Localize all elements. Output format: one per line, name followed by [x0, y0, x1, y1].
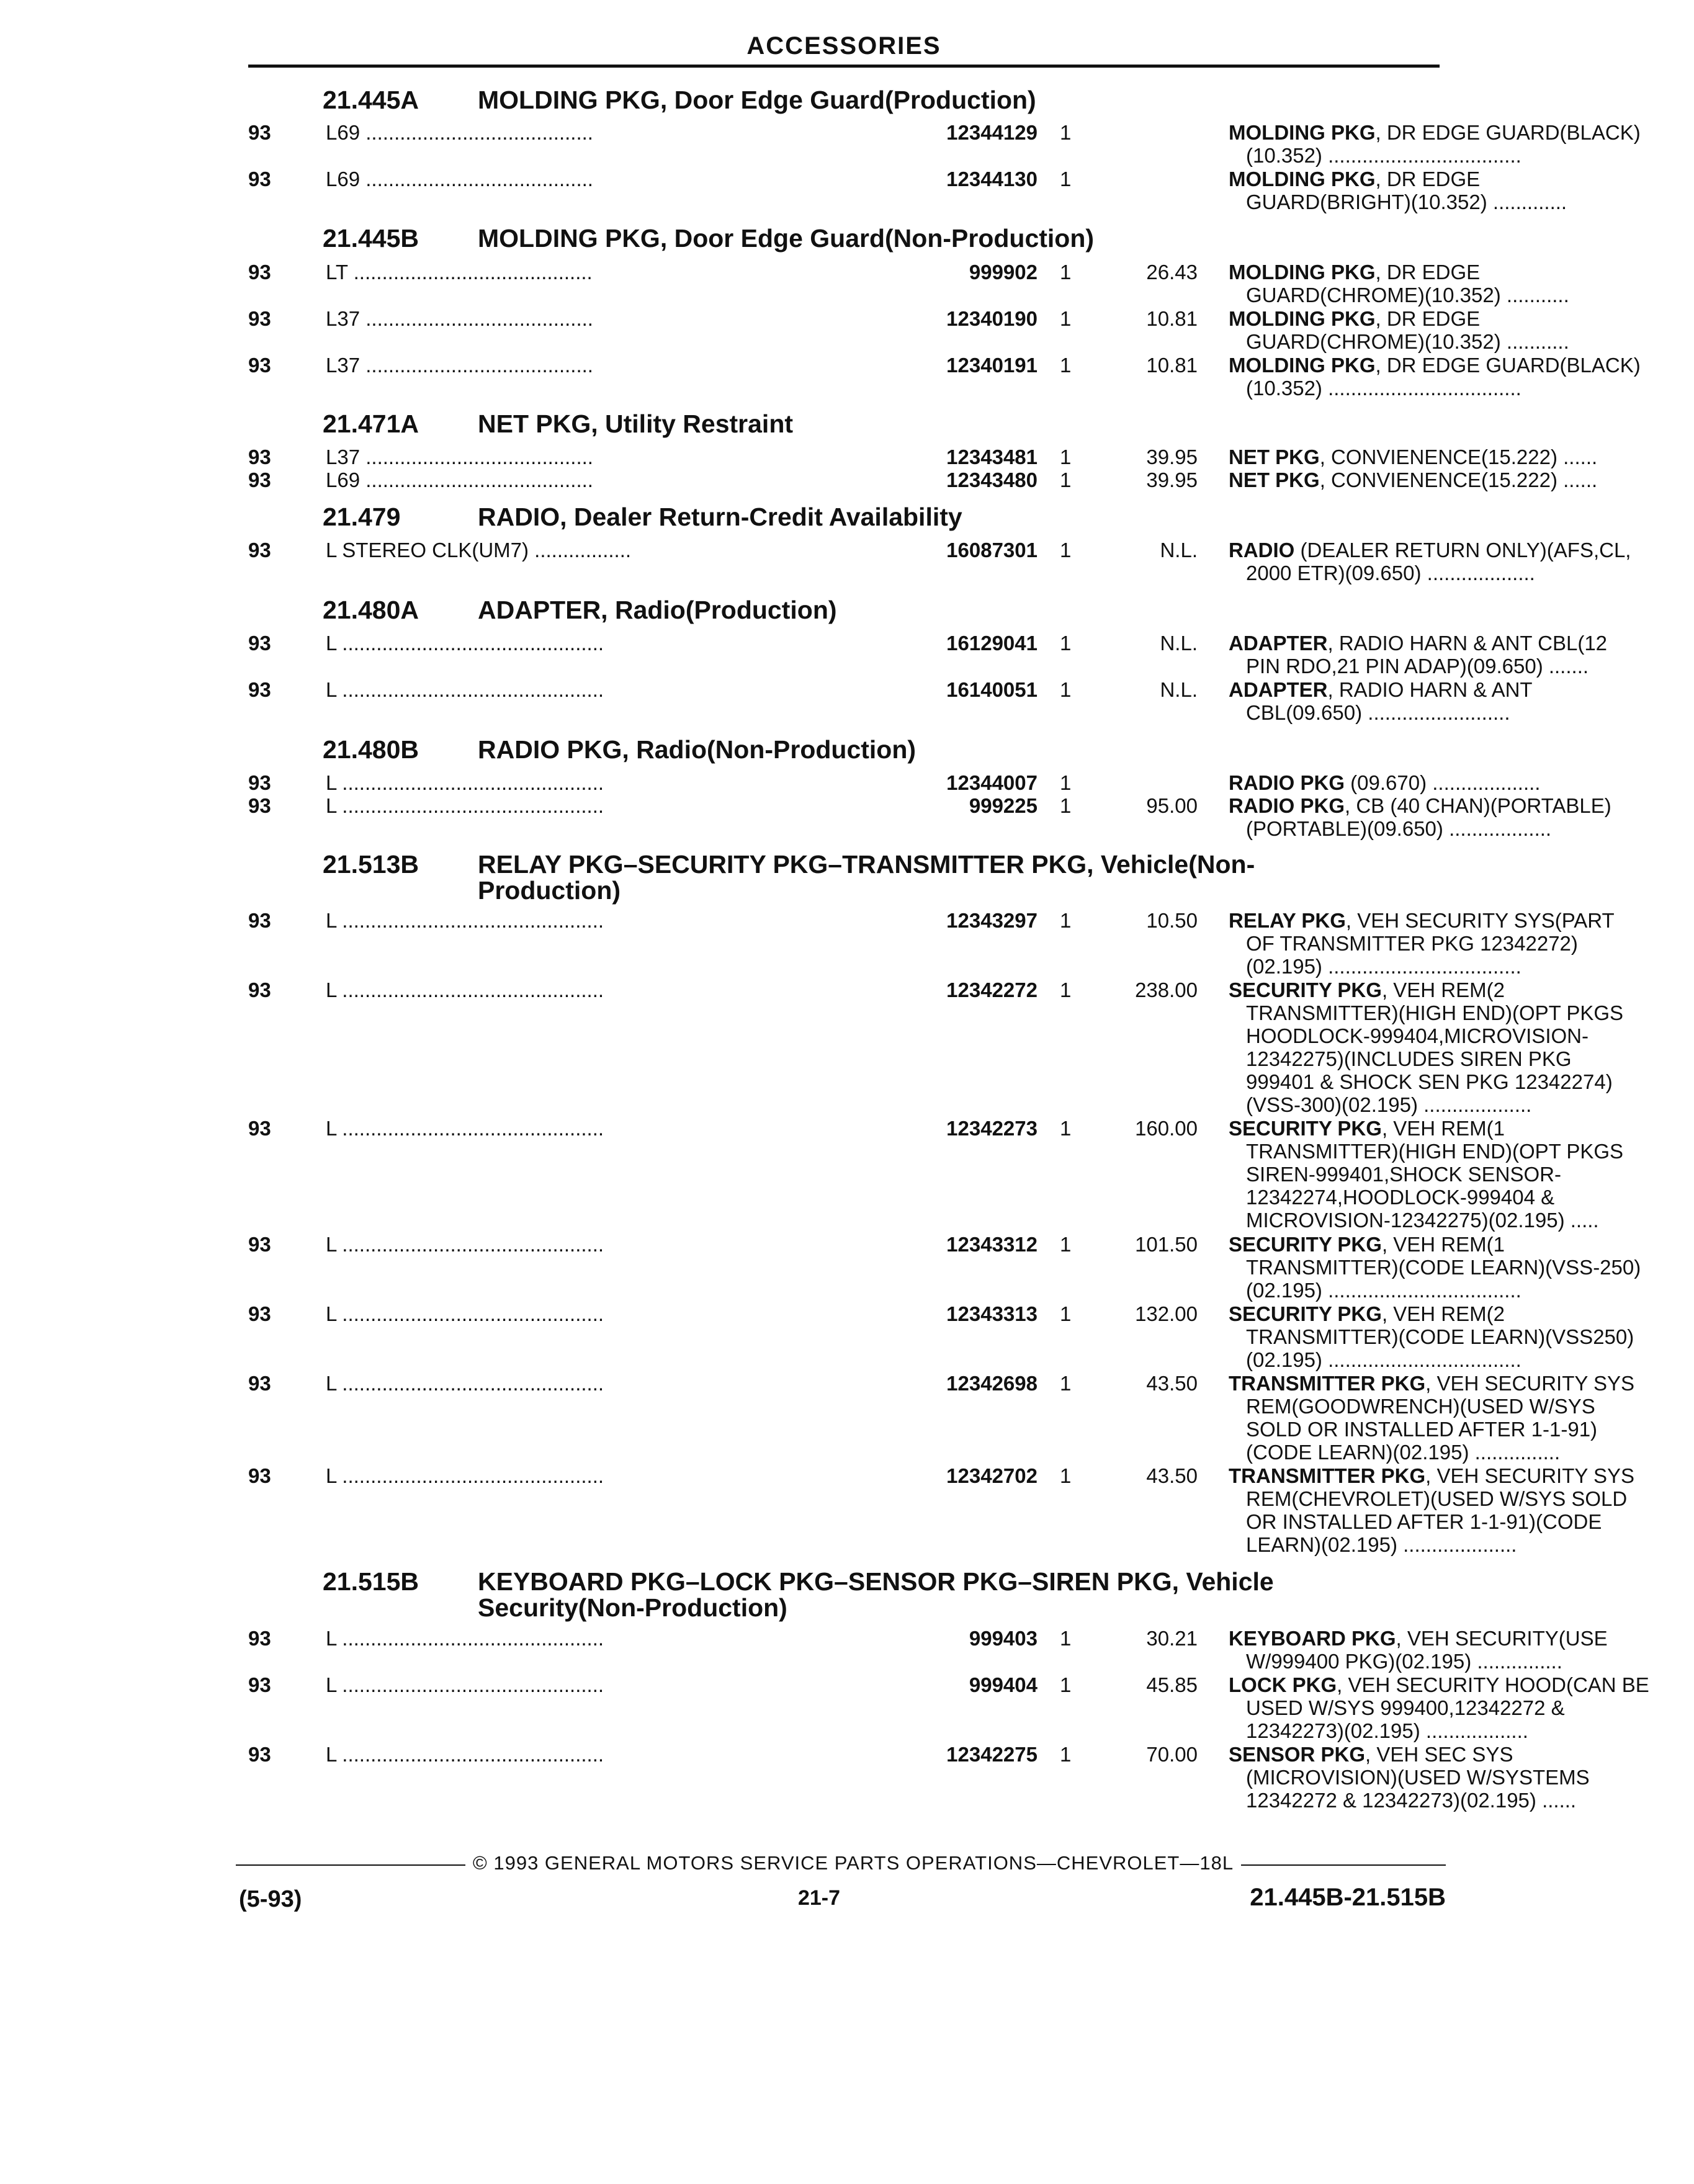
description-line: OF TRANSMITTER PKG 12342272)	[1246, 932, 1578, 955]
footer-rule-right	[1241, 1864, 1446, 1866]
model-code: L STEREO CLK(UM7) .................	[326, 539, 632, 562]
description-line: 12342273)(02.195) ..................	[1246, 1719, 1528, 1742]
description-line: SIREN-999401,SHOCK SENSOR-	[1246, 1163, 1562, 1186]
group-number: 93	[248, 445, 271, 468]
part-description	[1229, 261, 1694, 307]
group-number: 93	[248, 261, 271, 284]
footer-rule-left	[236, 1864, 465, 1866]
section-title: RELAY PKG–SECURITY PKG–TRANSMITTER PKG, Vehicle(Non- Production)	[478, 850, 1255, 905]
model-code: L ..............................................	[326, 632, 604, 655]
description-text: , VEH SECURITY SYS(PART	[1345, 909, 1615, 932]
part-description	[1229, 1233, 1694, 1302]
part-number: 12343312	[794, 1233, 1037, 1256]
description-text: , DR EDGE GUARD(BLACK)	[1375, 354, 1641, 377]
price: N.L.	[1160, 678, 1198, 701]
model-code: L ..............................................	[326, 1627, 604, 1650]
description-line: HOODLOCK-999404,MICROVISION-	[1246, 1024, 1589, 1047]
description-line: (10.352) ..................................	[1246, 144, 1521, 167]
model-code: L69 ........................................	[326, 121, 593, 144]
description-line: (PORTABLE)(09.650) ..................	[1246, 817, 1552, 840]
section-number: 21.515B	[323, 1567, 419, 1596]
model-code: L37 ........................................	[326, 354, 593, 377]
part-number: 16087301	[794, 539, 1037, 562]
part-description	[1229, 307, 1694, 353]
part-number: 12342698	[794, 1372, 1037, 1395]
description-text: , RADIO HARN & ANT	[1327, 678, 1533, 701]
description-line	[1229, 121, 1694, 144]
page-number: 21-7	[797, 1886, 841, 1910]
model-code: L ..............................................	[326, 909, 604, 932]
description-text: , DR EDGE GUARD(BLACK)	[1375, 121, 1641, 144]
part-description	[1229, 539, 1694, 584]
section-number: 21.445A	[323, 86, 419, 114]
description-line: TRANSMITTER)(CODE LEARN)(VSS-250)	[1246, 1256, 1641, 1279]
quantity: 1	[1060, 1117, 1072, 1140]
model-code: L ..............................................	[326, 794, 604, 817]
header-rule	[248, 65, 1440, 68]
part-number: 12343480	[794, 468, 1037, 491]
description-text: (DEALER RETURN ONLY)(AFS,CL,	[1294, 539, 1631, 562]
quantity: 1	[1060, 678, 1072, 701]
section-title: MOLDING PKG, Door Edge Guard(Non-Production)	[478, 224, 1095, 253]
section-number: 21.471A	[323, 410, 419, 438]
description-line: GUARD(CHROME)(10.352) ...........	[1246, 284, 1569, 307]
description-line: 999401 & SHOCK SEN PKG 12342274)	[1246, 1070, 1613, 1093]
description-line: PIN RDO,21 PIN ADAP)(09.650) .......	[1246, 655, 1589, 678]
quantity: 1	[1060, 1627, 1072, 1650]
description-line: (10.352) ..................................	[1246, 377, 1521, 400]
part-name: SECURITY PKG	[1229, 1233, 1382, 1256]
price: 95.00	[1146, 794, 1198, 817]
description-line	[1229, 978, 1694, 1001]
price: 10.50	[1146, 909, 1198, 932]
part-description	[1229, 794, 1694, 840]
description-text: , DR EDGE	[1375, 261, 1481, 284]
group-number: 93	[248, 1372, 271, 1395]
section-number: 21.480B	[323, 735, 419, 764]
part-description	[1229, 1743, 1694, 1812]
model-code: LT ..........................................	[326, 261, 593, 284]
description-text: , VEH REM(2	[1381, 978, 1505, 1001]
quantity: 1	[1060, 909, 1072, 932]
group-number: 93	[248, 1117, 271, 1140]
part-name: KEYBOARD PKG	[1229, 1627, 1396, 1650]
description-line: 12342272 & 12342273)(02.195) ......	[1246, 1789, 1577, 1812]
price: 70.00	[1146, 1743, 1198, 1766]
part-name: MOLDING PKG	[1229, 121, 1376, 144]
group-number: 93	[248, 678, 271, 701]
description-line	[1229, 1464, 1694, 1487]
model-code: L ..............................................	[326, 1464, 604, 1487]
footer-date: (5-93)	[239, 1886, 302, 1912]
description-text: , RADIO HARN & ANT CBL(12	[1327, 632, 1608, 655]
section-title: KEYBOARD PKG–LOCK PKG–SENSOR PKG–SIREN PKG, Vehicle Security(Non-Production)	[478, 1567, 1274, 1622]
quantity: 1	[1060, 794, 1072, 817]
quantity: 1	[1060, 1743, 1072, 1766]
part-name: SENSOR PKG	[1229, 1743, 1366, 1766]
description-line: 2000 ETR)(09.650) ...................	[1246, 562, 1535, 584]
description-text: , CB (40 CHAN)(PORTABLE)	[1345, 794, 1611, 817]
section-title: RADIO PKG, Radio(Non-Production)	[478, 735, 916, 764]
description-line	[1229, 909, 1694, 932]
part-number: 12344129	[794, 121, 1037, 144]
quantity: 1	[1060, 1372, 1072, 1395]
quantity: 1	[1060, 771, 1072, 794]
description-text: , VEH REM(2	[1381, 1302, 1505, 1325]
part-name: RADIO PKG	[1229, 771, 1345, 794]
description-text: , VEH SECURITY SYS	[1425, 1372, 1634, 1395]
part-number: 12344007	[794, 771, 1037, 794]
description-line: REM(GOODWRENCH)(USED W/SYS	[1246, 1395, 1595, 1418]
description-text: , VEH SECURITY HOOD(CAN BE	[1337, 1673, 1649, 1696]
description-line: W/999400 PKG)(02.195) ...............	[1246, 1650, 1562, 1673]
price: 43.50	[1146, 1464, 1198, 1487]
part-name: LOCK PKG	[1229, 1673, 1337, 1696]
part-name: SECURITY PKG	[1229, 1117, 1382, 1140]
description-line: LEARN)(02.195) ....................	[1246, 1533, 1517, 1556]
group-number: 93	[248, 1464, 271, 1487]
section-number: 21.445B	[323, 224, 419, 253]
part-description	[1229, 121, 1694, 167]
model-code: L ..............................................	[326, 1233, 604, 1256]
group-number: 93	[248, 1302, 271, 1325]
model-code: L37 ........................................	[326, 445, 593, 468]
description-line	[1229, 1673, 1694, 1696]
group-number: 93	[248, 1673, 271, 1696]
part-name: SECURITY PKG	[1229, 1302, 1382, 1325]
quantity: 1	[1060, 445, 1072, 468]
quantity: 1	[1060, 539, 1072, 562]
part-description	[1229, 1117, 1694, 1232]
quantity: 1	[1060, 1233, 1072, 1256]
part-number: 12342272	[794, 978, 1037, 1001]
description-text: , VEH REM(1	[1381, 1233, 1505, 1256]
description-line	[1229, 168, 1694, 190]
description-line	[1229, 445, 1694, 468]
section-number: 21.479	[323, 503, 401, 531]
part-description	[1229, 978, 1694, 1116]
description-line	[1229, 1233, 1694, 1256]
description-line: CBL(09.650) .........................	[1246, 701, 1510, 724]
description-text: (09.670) ...................	[1345, 771, 1541, 794]
description-line: (CODE LEARN)(02.195) ...............	[1246, 1441, 1561, 1464]
model-code: L37 ........................................	[326, 307, 593, 330]
quantity: 1	[1060, 632, 1072, 655]
description-line: SOLD OR INSTALLED AFTER 1-1-91)	[1246, 1418, 1598, 1441]
description-line: (MICROVISION)(USED W/SYSTEMS	[1246, 1766, 1590, 1789]
model-code: L ..............................................	[326, 771, 604, 794]
quantity: 1	[1060, 261, 1072, 284]
description-line: USED W/SYS 999400,12342272 &	[1246, 1696, 1565, 1719]
part-number: 16129041	[794, 632, 1037, 655]
group-number: 93	[248, 794, 271, 817]
group-number: 93	[248, 354, 271, 377]
part-name: MOLDING PKG	[1229, 261, 1376, 284]
part-name: MOLDING PKG	[1229, 354, 1376, 377]
section-title: RADIO, Dealer Return-Credit Availability	[478, 503, 962, 531]
part-description	[1229, 1372, 1694, 1464]
group-number: 93	[248, 307, 271, 330]
description-line	[1229, 1117, 1694, 1140]
footer-copyright: © 1993 GENERAL MOTORS SERVICE PARTS OPERATIONS—CHEVROLET—18L	[472, 1852, 1234, 1874]
group-number: 93	[248, 539, 271, 562]
model-code: L69 ........................................	[326, 168, 593, 190]
description-line: (VSS-300)(02.195) ...................	[1246, 1093, 1532, 1116]
price: 39.95	[1146, 468, 1198, 491]
description-line: GUARD(BRIGHT)(10.352) .............	[1246, 190, 1567, 213]
part-number: 12344130	[794, 168, 1037, 190]
part-name: ADAPTER	[1229, 632, 1328, 655]
part-description	[1229, 1673, 1694, 1742]
price: 160.00	[1135, 1117, 1198, 1140]
model-code: L ..............................................	[326, 1372, 604, 1395]
part-name: NET PKG	[1229, 468, 1320, 491]
description-line	[1229, 1372, 1694, 1395]
quantity: 1	[1060, 121, 1072, 144]
part-description	[1229, 468, 1694, 491]
part-name: TRANSMITTER PKG	[1229, 1372, 1426, 1395]
quantity: 1	[1060, 978, 1072, 1001]
quantity: 1	[1060, 307, 1072, 330]
quantity: 1	[1060, 168, 1072, 190]
part-name: ADAPTER	[1229, 678, 1328, 701]
group-number: 93	[248, 978, 271, 1001]
part-name: SECURITY PKG	[1229, 978, 1382, 1001]
model-code: L ..............................................	[326, 1743, 604, 1766]
section-number: 21.480A	[323, 596, 419, 624]
part-description	[1229, 771, 1694, 794]
price: 10.81	[1146, 307, 1198, 330]
group-number: 93	[248, 1233, 271, 1256]
price: 45.85	[1146, 1673, 1198, 1696]
description-line: 12342274,HOODLOCK-999404 &	[1246, 1186, 1555, 1209]
model-code: L ..............................................	[326, 978, 604, 1001]
price: 101.50	[1135, 1233, 1198, 1256]
part-number: 12342273	[794, 1117, 1037, 1140]
description-line	[1229, 1743, 1694, 1766]
description-text: , CONVIENENCE(15.222) ......	[1319, 445, 1598, 468]
group-number: 93	[248, 632, 271, 655]
description-text: , VEH SECURITY(USE	[1396, 1627, 1608, 1650]
description-line: (02.195) ..................................	[1246, 1348, 1521, 1371]
part-description	[1229, 632, 1694, 678]
part-number: 12340190	[794, 307, 1037, 330]
group-number: 93	[248, 468, 271, 491]
group-number: 93	[248, 1743, 271, 1766]
part-number: 12342275	[794, 1743, 1037, 1766]
part-description	[1229, 909, 1694, 978]
description-line	[1229, 678, 1694, 701]
section-title: NET PKG, Utility Restraint	[478, 410, 794, 438]
description-line: OR INSTALLED AFTER 1-1-91)(CODE	[1246, 1510, 1602, 1533]
section-range: 21.445B-21.515B	[1250, 1884, 1446, 1911]
part-number: 12343313	[794, 1302, 1037, 1325]
part-name: RELAY PKG	[1229, 909, 1346, 932]
section-title: ADAPTER, Radio(Production)	[478, 596, 837, 624]
model-code: L69 ........................................	[326, 468, 593, 491]
group-number: 93	[248, 121, 271, 144]
price: 26.43	[1146, 261, 1198, 284]
description-line	[1229, 794, 1694, 817]
price: 43.50	[1146, 1372, 1198, 1395]
price: N.L.	[1160, 632, 1198, 655]
group-number: 93	[248, 168, 271, 190]
model-code: L ..............................................	[326, 1302, 604, 1325]
description-line	[1229, 771, 1694, 794]
part-number: 999403	[794, 1627, 1037, 1650]
description-line	[1229, 1627, 1694, 1650]
part-number: 12343297	[794, 909, 1037, 932]
part-description	[1229, 678, 1694, 724]
part-description	[1229, 1464, 1694, 1556]
description-line: GUARD(CHROME)(10.352) ...........	[1246, 330, 1569, 353]
part-number: 999902	[794, 261, 1037, 284]
part-number: 12343481	[794, 445, 1037, 468]
page-header: ACCESSORIES	[746, 32, 941, 60]
price: 10.81	[1146, 354, 1198, 377]
part-number: 12342702	[794, 1464, 1037, 1487]
section-number: 21.513B	[323, 850, 419, 879]
group-number: 93	[248, 1627, 271, 1650]
quantity: 1	[1060, 1673, 1072, 1696]
part-number: 12340191	[794, 354, 1037, 377]
part-description	[1229, 445, 1694, 468]
price: 238.00	[1135, 978, 1198, 1001]
description-line: (02.195) ..................................	[1246, 1279, 1521, 1302]
description-line: REM(CHEVROLET)(USED W/SYS SOLD	[1246, 1487, 1628, 1510]
description-line: MICROVISION-12342275)(02.195) .....	[1246, 1209, 1599, 1232]
description-line	[1229, 261, 1694, 284]
part-name: RADIO	[1229, 539, 1295, 562]
description-line	[1229, 1302, 1694, 1325]
quantity: 1	[1060, 468, 1072, 491]
description-line	[1229, 468, 1694, 491]
model-code: L ..............................................	[326, 1673, 604, 1696]
price: 132.00	[1135, 1302, 1198, 1325]
description-text: , VEH SECURITY SYS	[1425, 1464, 1634, 1487]
description-text: , CONVIENENCE(15.222) ......	[1319, 468, 1598, 491]
part-name: NET PKG	[1229, 445, 1320, 468]
part-description	[1229, 1627, 1694, 1673]
description-line	[1229, 354, 1694, 377]
description-line: TRANSMITTER)(CODE LEARN)(VSS250)	[1246, 1325, 1634, 1348]
quantity: 1	[1060, 354, 1072, 377]
model-code: L ..............................................	[326, 1117, 604, 1140]
part-description	[1229, 354, 1694, 400]
part-number: 999225	[794, 794, 1037, 817]
section-title: MOLDING PKG, Door Edge Guard(Production)	[478, 86, 1036, 114]
part-description	[1229, 168, 1694, 213]
description-line: (02.195) ..................................	[1246, 955, 1521, 978]
quantity: 1	[1060, 1302, 1072, 1325]
part-name: TRANSMITTER PKG	[1229, 1464, 1426, 1487]
price: 39.95	[1146, 445, 1198, 468]
description-line: TRANSMITTER)(HIGH END)(OPT PKGS	[1246, 1140, 1624, 1163]
description-line: 12342275)(INCLUDES SIREN PKG	[1246, 1047, 1572, 1070]
group-number: 93	[248, 771, 271, 794]
part-name: RADIO PKG	[1229, 794, 1345, 817]
model-code: L ..............................................	[326, 678, 604, 701]
description-line: TRANSMITTER)(HIGH END)(OPT PKGS	[1246, 1001, 1624, 1024]
description-line	[1229, 539, 1694, 562]
part-name: MOLDING PKG	[1229, 307, 1376, 330]
price: N.L.	[1160, 539, 1198, 562]
description-text: , VEH SEC SYS	[1365, 1743, 1513, 1766]
part-number: 16140051	[794, 678, 1037, 701]
description-text: , VEH REM(1	[1381, 1117, 1505, 1140]
price: 30.21	[1146, 1627, 1198, 1650]
group-number: 93	[248, 909, 271, 932]
quantity: 1	[1060, 1464, 1072, 1487]
description-text: , DR EDGE	[1375, 307, 1481, 330]
description-line	[1229, 632, 1694, 655]
description-text: , DR EDGE	[1375, 168, 1481, 190]
description-line	[1229, 307, 1694, 330]
part-number: 999404	[794, 1673, 1037, 1696]
part-description	[1229, 1302, 1694, 1371]
part-name: MOLDING PKG	[1229, 168, 1376, 190]
